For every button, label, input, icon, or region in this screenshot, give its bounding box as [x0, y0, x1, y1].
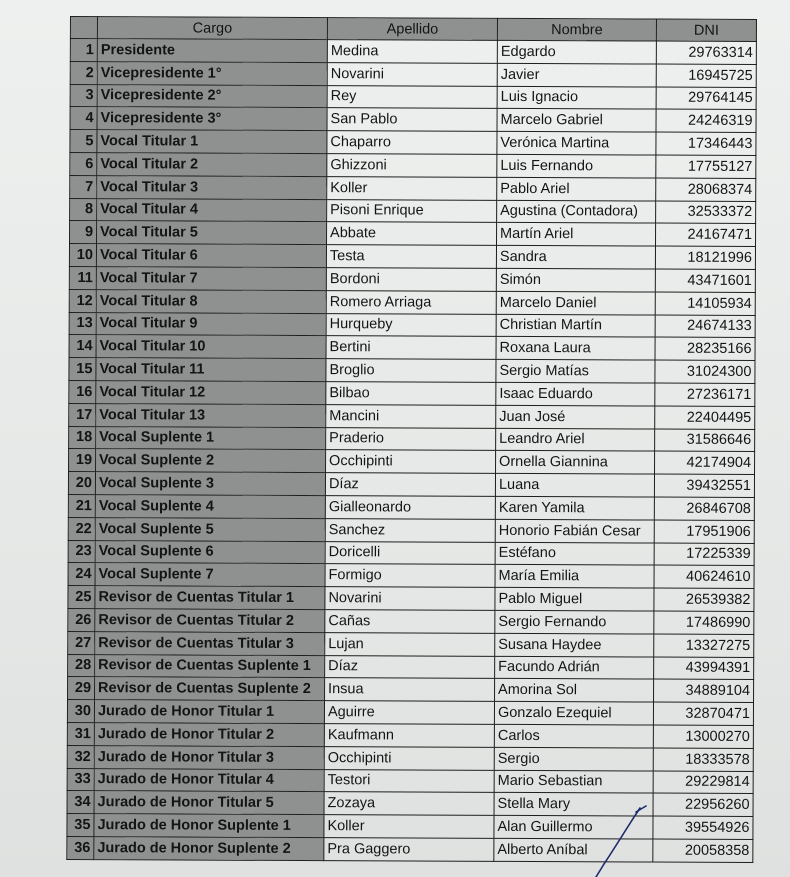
cargo-cell: Revisor de Cuentas Titular 2: [95, 609, 325, 633]
table-row: [68, 540, 754, 566]
dni-cell: 29764145: [656, 87, 756, 110]
row-number: 32: [67, 745, 94, 768]
apellido-cell: Abbate: [327, 222, 497, 246]
nombre-cell: Sandra: [496, 246, 655, 269]
nombre-cell: Juan José: [496, 405, 655, 428]
apellido-cell: Medina: [327, 40, 497, 64]
table-row: [67, 722, 753, 748]
table-row: [70, 107, 756, 133]
cargo-cell: Vicepresidente 3°: [97, 107, 327, 131]
table-row: [70, 84, 756, 110]
apellido-cell: Bilbao: [326, 382, 496, 406]
table-row: [68, 654, 754, 680]
table-row: [68, 631, 754, 657]
dni-cell: 17486990: [654, 611, 754, 634]
row-number: 35: [67, 814, 94, 837]
apellido-cell: Romero Arriaga: [326, 290, 496, 314]
row-number: 10: [69, 244, 96, 267]
nombre-cell: Verónica Martina: [497, 132, 656, 155]
nombre-cell: Luis Fernando: [497, 154, 656, 177]
nombre-cell: Edgardo: [497, 40, 656, 63]
apellido-cell: Testa: [326, 245, 496, 269]
cargo-cell: Vocal Titular 4: [97, 198, 327, 222]
cargo-cell: Vocal Suplente 5: [95, 517, 325, 541]
apellido-cell: Koller: [327, 176, 497, 200]
header-apellido: Apellido: [327, 18, 497, 41]
apellido-cell: Testori: [324, 769, 494, 793]
table-row: [69, 403, 755, 429]
apellido-cell: Bertini: [326, 336, 496, 360]
dni-cell: 13000270: [653, 725, 753, 748]
table-row: [68, 472, 754, 498]
apellido-cell: Sanchez: [325, 518, 495, 542]
table-body: [67, 39, 757, 863]
apellido-cell: Hurqueby: [326, 313, 496, 337]
dni-cell: 40624610: [654, 565, 754, 588]
nombre-cell: Amorina Sol: [495, 679, 654, 702]
apellido-cell: Aguirre: [324, 701, 494, 725]
apellido-cell: Novarini: [327, 62, 497, 86]
nombre-cell: Stella Mary: [494, 793, 653, 816]
dni-cell: 43994391: [654, 657, 754, 680]
apellido-cell: Ghizzoni: [327, 154, 497, 178]
dni-cell: 18333578: [653, 748, 753, 771]
row-number: 27: [68, 631, 95, 654]
apellido-cell: Broglio: [326, 359, 496, 383]
header-dni: DNI: [656, 19, 756, 41]
row-number: 30: [67, 700, 94, 723]
row-number: 22: [68, 517, 95, 540]
dni-cell: 24246319: [656, 109, 756, 132]
nombre-cell: Pablo Ariel: [497, 177, 656, 200]
dni-cell: 22404495: [655, 406, 755, 429]
row-number: 1: [70, 39, 97, 62]
cargo-cell: Vocal Suplente 6: [95, 540, 325, 564]
dni-cell: 34889104: [654, 679, 754, 702]
nombre-cell: Sergio: [494, 747, 653, 770]
dni-cell: 28235166: [655, 337, 755, 360]
row-number: 9: [70, 221, 97, 244]
row-number: 24: [68, 563, 95, 586]
cargo-cell: Vicepresidente 1°: [97, 61, 327, 85]
row-number: 34: [67, 791, 94, 814]
apellido-cell: Chaparro: [327, 131, 497, 155]
table-row: [68, 517, 754, 543]
cargo-cell: Vocal Titular 10: [96, 335, 326, 359]
apellido-cell: Cañas: [325, 610, 495, 634]
row-number: 16: [69, 380, 96, 403]
cargo-cell: Jurado de Honor Titular 1: [94, 700, 324, 724]
nombre-cell: Marcelo Daniel: [496, 291, 655, 314]
dni-cell: 17346443: [656, 132, 756, 155]
row-number: 31: [67, 722, 94, 745]
header-nombre: Nombre: [497, 18, 656, 41]
nombre-cell: Honorio Fabián Cesar: [495, 519, 654, 542]
row-number: 23: [68, 540, 95, 563]
dni-cell: 20058358: [653, 839, 753, 862]
nombre-cell: Luis Ignacio: [497, 86, 656, 109]
table-row: [70, 61, 756, 87]
cargo-cell: Vocal Suplente 2: [96, 449, 326, 473]
roster-table: [66, 16, 757, 863]
header-cargo: Cargo: [97, 17, 327, 40]
nombre-cell: Agustina (Contadora): [497, 200, 656, 223]
row-number: 2: [70, 61, 97, 84]
nombre-cell: Simón: [496, 268, 655, 291]
row-number: 18: [69, 426, 96, 449]
dni-cell: 31024300: [655, 360, 755, 383]
cargo-cell: Jurado de Honor Titular 4: [94, 768, 324, 792]
cargo-cell: Vicepresidente 2°: [97, 84, 327, 108]
nombre-cell: Carlos: [494, 724, 653, 747]
dni-cell: 27236171: [655, 383, 755, 406]
apellido-cell: Gialleonardo: [325, 496, 495, 520]
row-number: 26: [68, 608, 95, 631]
apellido-cell: Lujan: [325, 632, 495, 656]
apellido-cell: Bordoni: [326, 268, 496, 292]
dni-cell: 24674133: [655, 315, 755, 338]
cargo-cell: Vocal Titular 2: [97, 153, 327, 177]
apellido-cell: Rey: [327, 85, 497, 109]
dni-cell: 13327275: [654, 634, 754, 657]
table-row: [69, 380, 755, 406]
table-row: [67, 791, 753, 817]
header-index: [70, 17, 97, 39]
table-row: [70, 175, 756, 201]
dni-cell: 29763314: [656, 41, 756, 64]
nombre-cell: Pablo Miguel: [495, 587, 654, 610]
row-number: 19: [69, 449, 96, 472]
row-number: 7: [70, 175, 97, 198]
apellido-cell: Insua: [325, 678, 495, 702]
table-row: [69, 289, 755, 315]
dni-cell: 39432551: [654, 474, 754, 497]
cargo-cell: Presidente: [97, 39, 327, 63]
dni-cell: 32533372: [656, 201, 756, 224]
cargo-cell: Revisor de Cuentas Suplente 2: [95, 677, 325, 701]
table-row: [70, 152, 756, 178]
cargo-cell: Vocal Titular 5: [97, 221, 327, 245]
cargo-cell: Vocal Titular 8: [96, 289, 326, 313]
dni-cell: 18121996: [655, 246, 755, 269]
nombre-cell: Isaac Eduardo: [496, 382, 655, 405]
table-row: [69, 266, 755, 292]
dni-cell: 22956260: [653, 793, 753, 816]
table-row: [69, 358, 755, 384]
row-number: 17: [69, 403, 96, 426]
dni-cell: 43471601: [655, 269, 755, 292]
cargo-cell: Jurado de Honor Titular 2: [94, 723, 324, 747]
dni-cell: 24167471: [656, 223, 756, 246]
apellido-cell: Pisoni Enrique: [327, 199, 497, 223]
table-row: [68, 677, 754, 703]
cargo-cell: Jurado de Honor Titular 3: [94, 745, 324, 769]
cargo-cell: Vocal Suplente 7: [95, 563, 325, 587]
dni-cell: 17951906: [654, 520, 754, 543]
apellido-cell: Novarini: [325, 587, 495, 611]
nombre-cell: Karen Yamila: [495, 496, 654, 519]
apellido-cell: Formigo: [325, 564, 495, 588]
dni-cell: 26539382: [654, 588, 754, 611]
nombre-cell: Estéfano: [495, 542, 654, 565]
row-number: 15: [69, 358, 96, 381]
row-number: 4: [70, 107, 97, 130]
cargo-cell: Vocal Titular 9: [96, 312, 326, 336]
row-number: 25: [68, 586, 95, 609]
dni-cell: 29229814: [653, 771, 753, 794]
row-number: 21: [68, 494, 95, 517]
cargo-cell: Jurado de Honor Suplente 1: [94, 814, 324, 838]
table-row: [67, 768, 753, 794]
table-row: [68, 586, 754, 612]
apellido-cell: Occhipinti: [326, 450, 496, 474]
nombre-cell: Susana Haydee: [495, 633, 654, 656]
apellido-cell: Díaz: [325, 655, 495, 679]
row-number: 5: [70, 130, 97, 153]
cargo-cell: Jurado de Honor Titular 5: [94, 791, 324, 815]
table-row: [69, 335, 755, 361]
row-number: 6: [70, 152, 97, 175]
cargo-cell: Vocal Titular 1: [97, 130, 327, 154]
nombre-cell: Sergio Matías: [496, 360, 655, 383]
dni-cell: 16945725: [656, 64, 756, 87]
row-number: 36: [67, 836, 94, 859]
cargo-cell: Vocal Titular 3: [97, 175, 327, 199]
row-number: 12: [69, 289, 96, 312]
apellido-cell: Mancini: [326, 404, 496, 428]
apellido-cell: Zozaya: [324, 792, 494, 816]
row-number: 3: [70, 84, 97, 107]
nombre-cell: María Emilia: [495, 565, 654, 588]
table-row: [67, 836, 753, 862]
table-row: [70, 130, 756, 156]
row-number: 11: [69, 266, 96, 289]
apellido-cell: Kaufmann: [324, 724, 494, 748]
dni-cell: 31586646: [655, 429, 755, 452]
dni-cell: 14105934: [655, 292, 755, 315]
table-row: [69, 312, 755, 338]
table-row: [70, 39, 756, 65]
nombre-cell: Leandro Ariel: [496, 428, 655, 451]
dni-cell: 26846708: [654, 497, 754, 520]
table-row: [67, 700, 753, 726]
table-header-row: [70, 17, 756, 42]
dni-cell: 39554926: [653, 816, 753, 839]
table-row: [68, 608, 754, 634]
table-row: [70, 221, 756, 247]
table-row: [70, 198, 756, 224]
cargo-cell: Revisor de Cuentas Suplente 1: [95, 654, 325, 678]
nombre-cell: Marcelo Gabriel: [497, 109, 656, 132]
cargo-cell: Vocal Suplente 1: [96, 426, 326, 450]
apellido-cell: Pra Gaggero: [324, 838, 494, 862]
cargo-cell: Jurado de Honor Suplente 2: [94, 837, 324, 861]
cargo-cell: Vocal Titular 13: [96, 403, 326, 427]
cargo-cell: Vocal Titular 11: [96, 358, 326, 382]
table-row: [69, 449, 755, 475]
dni-cell: 32870471: [653, 702, 753, 725]
nombre-cell: Javier: [497, 63, 656, 86]
row-number: 28: [68, 654, 95, 677]
row-number: 8: [70, 198, 97, 221]
apellido-cell: Doricelli: [325, 541, 495, 565]
table-row: [69, 244, 755, 270]
nombre-cell: Facundo Adrián: [495, 656, 654, 679]
cargo-cell: Vocal Suplente 3: [95, 472, 325, 496]
row-number: 14: [69, 335, 96, 358]
cargo-cell: Vocal Titular 12: [96, 381, 326, 405]
cargo-cell: Revisor de Cuentas Titular 3: [95, 631, 325, 655]
table-row: [68, 494, 754, 520]
nombre-cell: Mario Sebastian: [494, 770, 653, 793]
nombre-cell: Martín Ariel: [497, 223, 656, 246]
row-number: 29: [68, 677, 95, 700]
cargo-cell: Revisor de Cuentas Titular 1: [95, 586, 325, 610]
nombre-cell: Alberto Aníbal: [494, 838, 653, 861]
table-row: [67, 814, 753, 840]
nombre-cell: Sergio Fernando: [495, 610, 654, 633]
nombre-cell: Luana: [495, 474, 654, 497]
nombre-cell: Roxana Laura: [496, 337, 655, 360]
nombre-cell: Christian Martín: [496, 314, 655, 337]
apellido-cell: Praderio: [326, 427, 496, 451]
dni-cell: 28068374: [656, 178, 756, 201]
nombre-cell: Ornella Giannina: [496, 451, 655, 474]
apellido-cell: Díaz: [325, 473, 495, 497]
apellido-cell: San Pablo: [327, 108, 497, 132]
table-row: [67, 745, 753, 771]
row-number: 20: [68, 472, 95, 495]
cargo-cell: Vocal Titular 6: [96, 244, 326, 268]
dni-cell: 17225339: [654, 543, 754, 566]
table-row: [69, 426, 755, 452]
cargo-cell: Vocal Suplente 4: [95, 495, 325, 519]
row-number: 33: [67, 768, 94, 791]
apellido-cell: Koller: [324, 815, 494, 839]
row-number: 13: [69, 312, 96, 335]
dni-cell: 42174904: [655, 451, 755, 474]
nombre-cell: Gonzalo Ezequiel: [494, 701, 653, 724]
apellido-cell: Occhipinti: [324, 746, 494, 770]
dni-cell: 17755127: [656, 155, 756, 178]
nombre-cell: Alan Guillermo: [494, 815, 653, 838]
cargo-cell: Vocal Titular 7: [96, 267, 326, 291]
table-row: [68, 563, 754, 589]
